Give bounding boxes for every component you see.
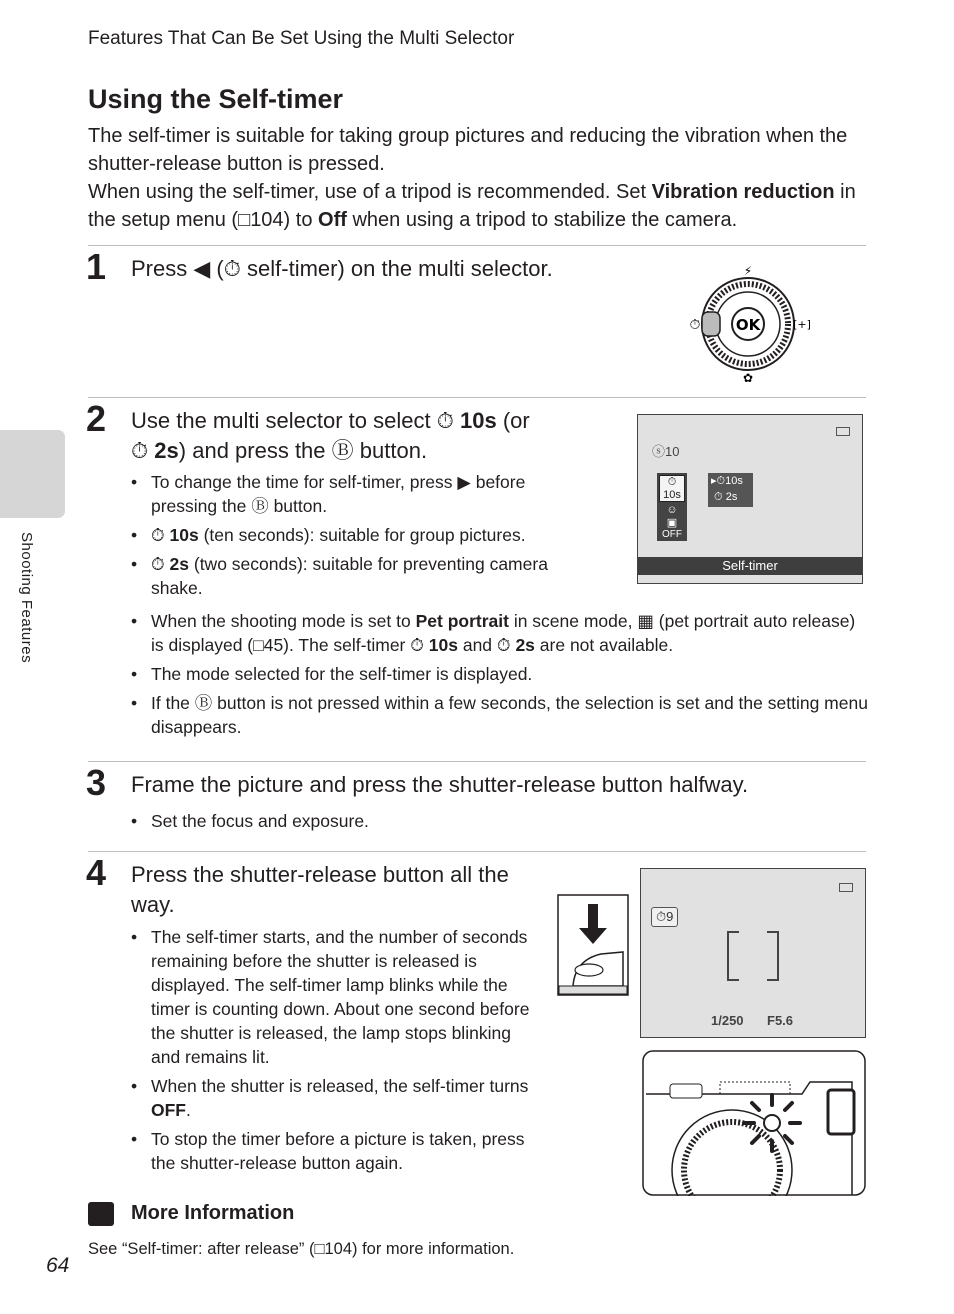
step-text: (or <box>496 408 530 433</box>
step-1-number: 1 <box>86 246 107 287</box>
bullet-text: When the shutter is released, the self-timer turns <box>151 1076 529 1096</box>
self-timer-icon: ⏱ <box>223 256 241 281</box>
off-label: Off <box>318 209 347 231</box>
list-item: • Set the focus and exposure. <box>131 809 831 833</box>
book-reference-icon: □ <box>314 1240 325 1258</box>
shutter-press-illustration <box>557 894 629 996</box>
page-number: 64 <box>46 1254 70 1277</box>
menu-column <box>657 473 687 541</box>
intro-text <box>88 122 878 234</box>
pet-portrait-icon: ▣ <box>666 517 678 529</box>
step-text: ( <box>210 256 224 281</box>
intro-paragraph-1: The self-timer is suitable for taking group pictures and reducing the vibration when the shutter-release button is pressed. <box>88 125 848 175</box>
book-reference-icon: □ <box>238 209 251 231</box>
smile-timer-icon: ☺ <box>666 504 678 516</box>
svg-text:OK: OK <box>735 316 761 334</box>
bullet-text: If the <box>151 693 195 713</box>
self-timer-icon: ⏱ <box>131 438 149 463</box>
step-2-number: 2 <box>86 398 107 439</box>
submenu <box>708 473 753 507</box>
intro-text-span: when using a tripod to stabilize the camera. <box>346 209 738 231</box>
bullet-text: and <box>457 635 497 655</box>
section-title: Using the Self-timer <box>88 84 344 114</box>
step-4-bullets <box>131 925 531 1180</box>
step-3-number: 3 <box>86 762 107 803</box>
list-item <box>131 691 871 739</box>
shutter-speed: 1/250 <box>711 1013 744 1028</box>
focus-bracket-left <box>727 931 739 981</box>
exposure-icon: [+] <box>793 318 811 331</box>
focus-bracket-right <box>767 931 779 981</box>
intro-text-span: When using the self-timer, use of a tripod is recommended. Set <box>88 181 652 203</box>
camera-lamp-illustration <box>642 1050 866 1196</box>
divider <box>88 851 866 852</box>
step-text: button. <box>353 438 428 463</box>
divider <box>88 761 866 762</box>
setting-10s: 10s <box>428 635 458 655</box>
step-2-bullets-a <box>131 470 591 605</box>
list-item <box>131 552 591 600</box>
countdown-indicator: ⏱9 <box>651 907 678 927</box>
more-info-title: More Information <box>131 1202 295 1224</box>
more-info-text <box>88 1240 514 1259</box>
bullet-text: When the shooting mode is set to <box>151 611 416 631</box>
setting-2s: 2s <box>154 438 179 463</box>
divider <box>88 245 866 246</box>
bullet-text: button is not pressed within a few seconds, the selection is set and the setting menu disappears. <box>151 693 868 737</box>
off-label: OFF <box>151 1100 186 1120</box>
bullet-text: 45). The self-timer <box>263 635 411 655</box>
battery-icon <box>839 883 853 892</box>
more-info-span: See “Self-timer: after release” ( <box>88 1240 315 1258</box>
bullet-text: (pet portrait auto release) is displayed ( <box>151 611 856 655</box>
step-text: ) and press the <box>178 438 332 463</box>
self-timer-icon: ⏱ <box>496 635 511 655</box>
left-arrow-icon: ◀ <box>193 256 211 281</box>
submenu-item-2s: ⏱ 2s <box>711 491 738 503</box>
setting-2s: 2s <box>169 554 189 574</box>
divider <box>88 397 866 398</box>
step-2-bullets-b <box>131 609 871 744</box>
intro-text-span: in the setup menu ( <box>88 181 856 231</box>
submenu-item-10s: ▸⏱10s <box>711 475 743 487</box>
setting-2s: 2s <box>515 635 535 655</box>
running-header: Features That Can Be Set Using the Multi Selector <box>88 28 515 49</box>
step-text: Use the multi selector to select <box>131 408 437 433</box>
right-arrow-icon: ▶ <box>457 472 471 492</box>
aperture-value: F5.6 <box>767 1013 794 1028</box>
list-item <box>131 1074 531 1122</box>
flash-icon: ⚡ <box>743 264 753 278</box>
more-info-span: 104) for more information. <box>324 1240 515 1258</box>
bullet-text: (two seconds): suitable for preventing camera shake. <box>151 554 548 598</box>
pet-portrait-label: Pet portrait <box>415 611 509 631</box>
battery-icon <box>836 427 850 436</box>
self-timer-icon: ⏱ <box>151 525 165 545</box>
step-3-bullets <box>131 809 831 838</box>
self-timer-icon: ⏱ <box>410 635 424 655</box>
bullet-text: . <box>186 1100 191 1120</box>
list-item: • To stop the timer before a picture is taken, press the shutter-release button again. <box>131 1127 531 1175</box>
side-tab-label: Shooting Features <box>18 532 35 664</box>
bullet-text: To change the time for self-timer, press <box>151 472 458 492</box>
lcd-menu-screen <box>637 414 863 584</box>
bullet-text: in scene mode, <box>508 611 638 631</box>
book-reference-icon: □ <box>253 635 264 655</box>
bullet-text: are not available. <box>534 635 674 655</box>
list-item <box>131 523 591 547</box>
self-timer-lamp-icon <box>764 1115 780 1131</box>
step-4-number: 4 <box>86 852 107 893</box>
intro-text-span: 104) to <box>250 209 319 231</box>
setting-10s: 10s <box>169 525 199 545</box>
vibration-reduction-label: Vibration reduction <box>651 181 835 203</box>
self-timer-icon: ⏱ <box>689 317 701 333</box>
lcd-countdown-screen <box>640 868 866 1038</box>
list-item: • The self-timer starts, and the number of seconds remaining before the shutter is released is displayed. The self-timer lamp blinks while the timer is counting down. About one second before the shutter is released, the lamp stops blinking and remains lit. <box>131 925 531 1069</box>
ok-button-icon: Ⓑ <box>194 693 213 713</box>
bullet-text: (ten seconds): suitable for group pictures. <box>198 525 526 545</box>
setting-10s: 10s <box>459 408 497 433</box>
countdown-value: 9 <box>666 909 674 924</box>
multi-selector-illustration <box>680 262 816 386</box>
list-item: • The mode selected for the self-timer is displayed. <box>131 662 871 686</box>
submenu-label: 10s <box>725 475 743 487</box>
list-item <box>131 470 591 518</box>
bullet-text: before pressing the <box>151 472 526 516</box>
ok-button-icon: Ⓑ <box>331 438 354 463</box>
ok-button-icon: Ⓑ <box>251 496 269 516</box>
side-tab <box>0 430 65 518</box>
menu-item-label: 10s <box>663 489 681 501</box>
macro-icon: ✿ <box>742 371 754 385</box>
menu-item-10s: ⏱10s <box>659 475 685 502</box>
lcd-footer: Self-timer <box>638 557 862 575</box>
menu-item-off: OFF <box>662 529 682 540</box>
self-timer-status-icon: ⓢ10 <box>652 444 680 459</box>
self-timer-icon: ⏱ <box>151 554 165 574</box>
submenu-label: 2s <box>725 491 738 503</box>
step-3-title: Frame the picture and press the shutter-release button halfway. <box>131 772 749 797</box>
step-2-title <box>131 406 601 466</box>
step-4-title: Press the shutter-release button all the way. <box>131 862 509 917</box>
bullet-text: button. <box>268 496 328 516</box>
pet-portrait-icon: ▦ <box>637 611 654 631</box>
step-1-title <box>131 254 553 284</box>
step-text: self-timer) on the multi selector. <box>240 256 553 281</box>
step-text: Press <box>131 256 194 281</box>
self-timer-icon: ⏱ <box>436 408 454 433</box>
intro-paragraph-2 <box>88 178 878 234</box>
list-item <box>131 609 871 657</box>
pencil-note-icon <box>88 1202 114 1226</box>
